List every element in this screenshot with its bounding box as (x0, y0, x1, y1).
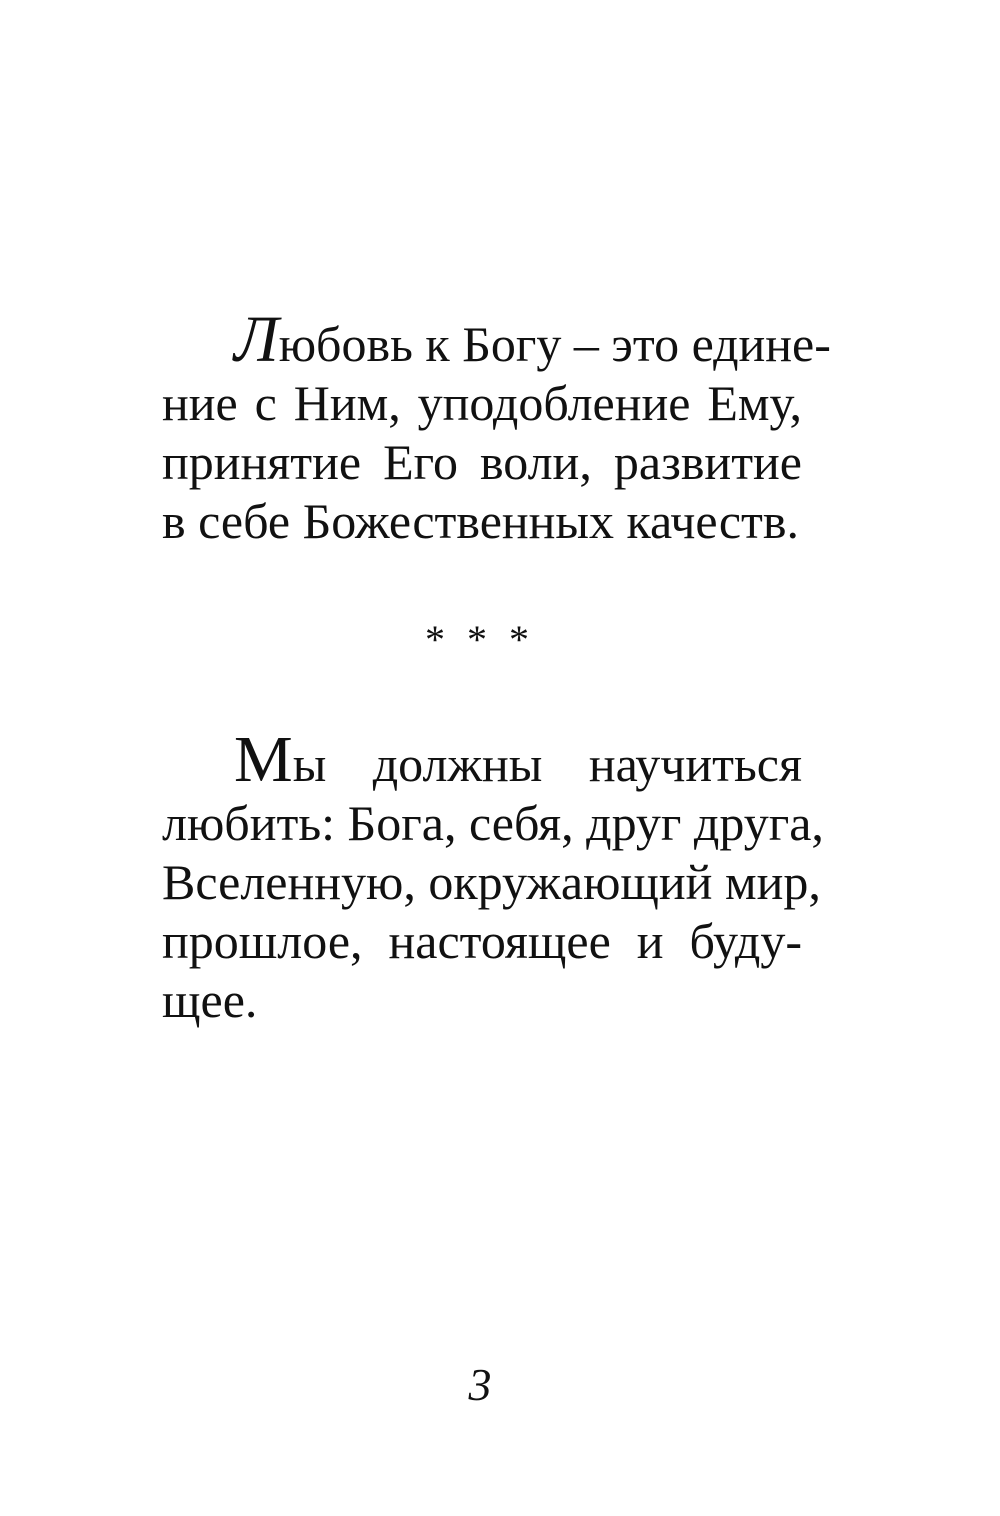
paragraph-line (162, 303, 831, 376)
paragraph-line: прошлое, настоящее и буду- (162, 913, 802, 969)
paragraph-line: принятие Его воли, развитие (162, 434, 802, 490)
page-number: 3 (468, 1359, 492, 1410)
paragraph-line: щее. (162, 972, 258, 1028)
line-text: ы должны научиться (292, 736, 802, 792)
drop-cap: М (234, 723, 293, 796)
paragraph-line: любить: Бога, себя, друг друга, (162, 795, 824, 851)
section-separator: * * * (425, 617, 535, 662)
paragraph-line (162, 723, 802, 796)
paragraph-line: в себе Божественных качеств. (162, 493, 799, 549)
line-text: юбовь к Богу – это едине- (278, 316, 831, 372)
drop-cap: Л (234, 303, 279, 376)
paragraph-love-to-god (162, 303, 831, 551)
paragraph-learn-to-love (162, 723, 824, 1030)
paragraph-line: Вселенную, окружающий мир, (162, 854, 821, 910)
paragraph-line: ние с Ним, уподобление Ему, (162, 375, 802, 431)
